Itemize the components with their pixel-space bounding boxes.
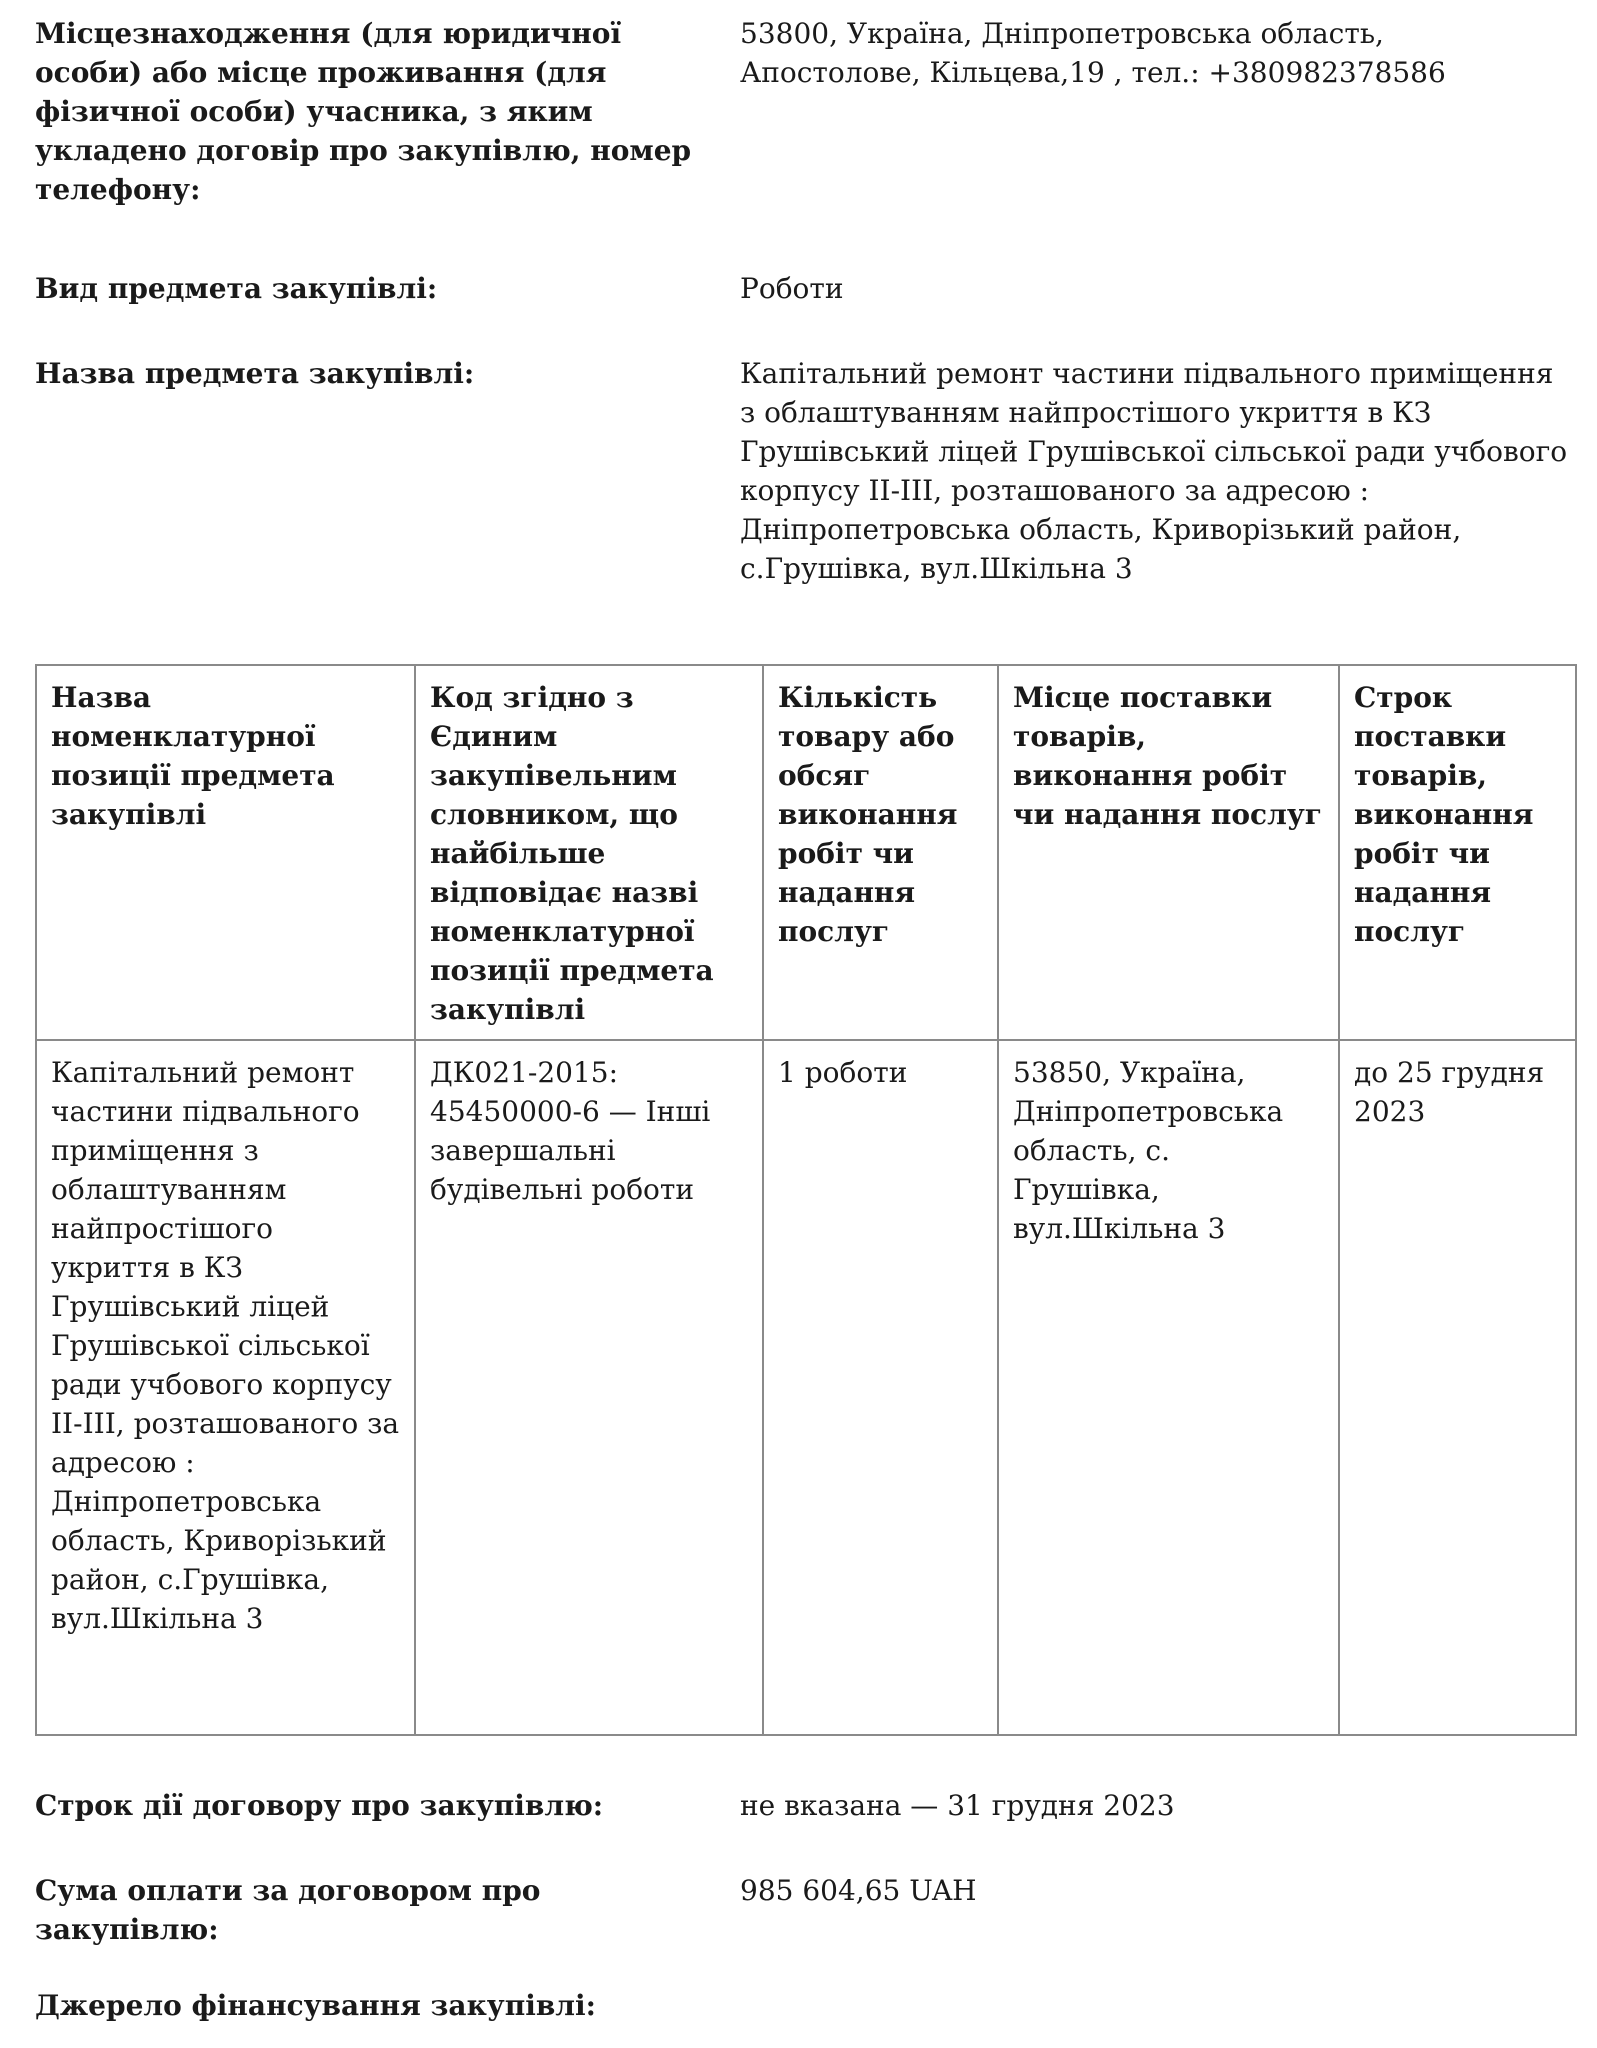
procurement-name-field — [35, 354, 1575, 664]
header-delivery-place: Місце поставки товарів, виконання робіт чи надання послуг — [998, 665, 1339, 1040]
header-quantity: Кількість товару або обсяг виконання робіт чи надання послуг — [763, 665, 998, 1040]
procurement-type-field — [35, 269, 1575, 354]
cell-quantity: 1 роботи — [763, 1040, 998, 1735]
cell-item-name: Капітальний ремонт частини підвального приміщення з облаштуванням найпростішого укриття в КЗ Грушівський ліцей Грушівської сільської ради учбового корпусу II-III, розташованого за адресою : Дніпропетровська область, Криворізький район, с.Грушівка, вул.Шкільна 3 — [36, 1040, 415, 1735]
cell-cpv-code: ДК021-2015: 45450000-6 — Інші завершальні будівельні роботи — [415, 1040, 763, 1735]
header-delivery-term: Строк поставки товарів, виконання робіт чи надання послуг — [1339, 665, 1576, 1040]
location-value-line1: 53800, Україна, Дніпропетровська область, — [740, 17, 1384, 50]
location-label: Місцезнаходження (для юридичної особи) або місце проживання (для фізичної особи) учасника, з яким укладено договір про закупівлю, номер телефону: — [35, 17, 692, 206]
procurement-name-value: Капітальний ремонт частини підвального приміщення з облаштуванням найпростішого укриття в КЗ Грушівський ліцей Грушівської сільської ради учбового корпусу II-III, розташованого за адресою : Дніпропетровська область, Криворізький район, с.Грушівка, вул.Шкільна 3 — [740, 357, 1568, 585]
contract-sum-label: Сума оплати за договором про закупівлю: — [35, 1874, 541, 1946]
contract-term-value: не вказана — 31 грудня 2023 — [740, 1789, 1175, 1822]
cell-delivery-place: 53850, Україна, Дніпропетровська область, с. Грушівка, вул.Шкільна 3 — [998, 1040, 1339, 1735]
procurement-type-label: Вид предмета закупівлі: — [35, 272, 438, 305]
contract-sum-value: 985 604,65 UAH — [740, 1874, 977, 1907]
items-table — [35, 664, 1577, 1736]
procurement-type-value: Роботи — [740, 272, 844, 305]
table-header-row — [36, 665, 1576, 1040]
funding-source-label: Джерело фінансування закупівлі: — [35, 1989, 597, 2022]
header-item-name: Назва номенклатурної позиції предмета закупівлі — [36, 665, 415, 1040]
header-cpv-code: Код згідно з Єдиним закупівельним словником, що найбільше відповідає назві номенклатурної позиції предмета закупівлі — [415, 665, 763, 1040]
procurement-report — [35, 14, 1575, 2036]
contract-sum-field — [35, 1871, 1575, 1986]
table-row — [36, 1040, 1576, 1735]
contract-term-label: Строк дії договору про закупівлю: — [35, 1789, 604, 1822]
location-value — [740, 14, 1575, 92]
cell-delivery-term: до 25 грудня 2023 — [1339, 1040, 1576, 1735]
contract-term-field — [35, 1786, 1575, 1871]
location-value-line2: Апостолове, Кільцева,19 , тел.: +380982378586 — [740, 56, 1446, 89]
procurement-name-label: Назва предмета закупівлі: — [35, 357, 475, 390]
funding-source-field — [35, 1986, 1575, 2036]
location-field — [35, 14, 1575, 269]
